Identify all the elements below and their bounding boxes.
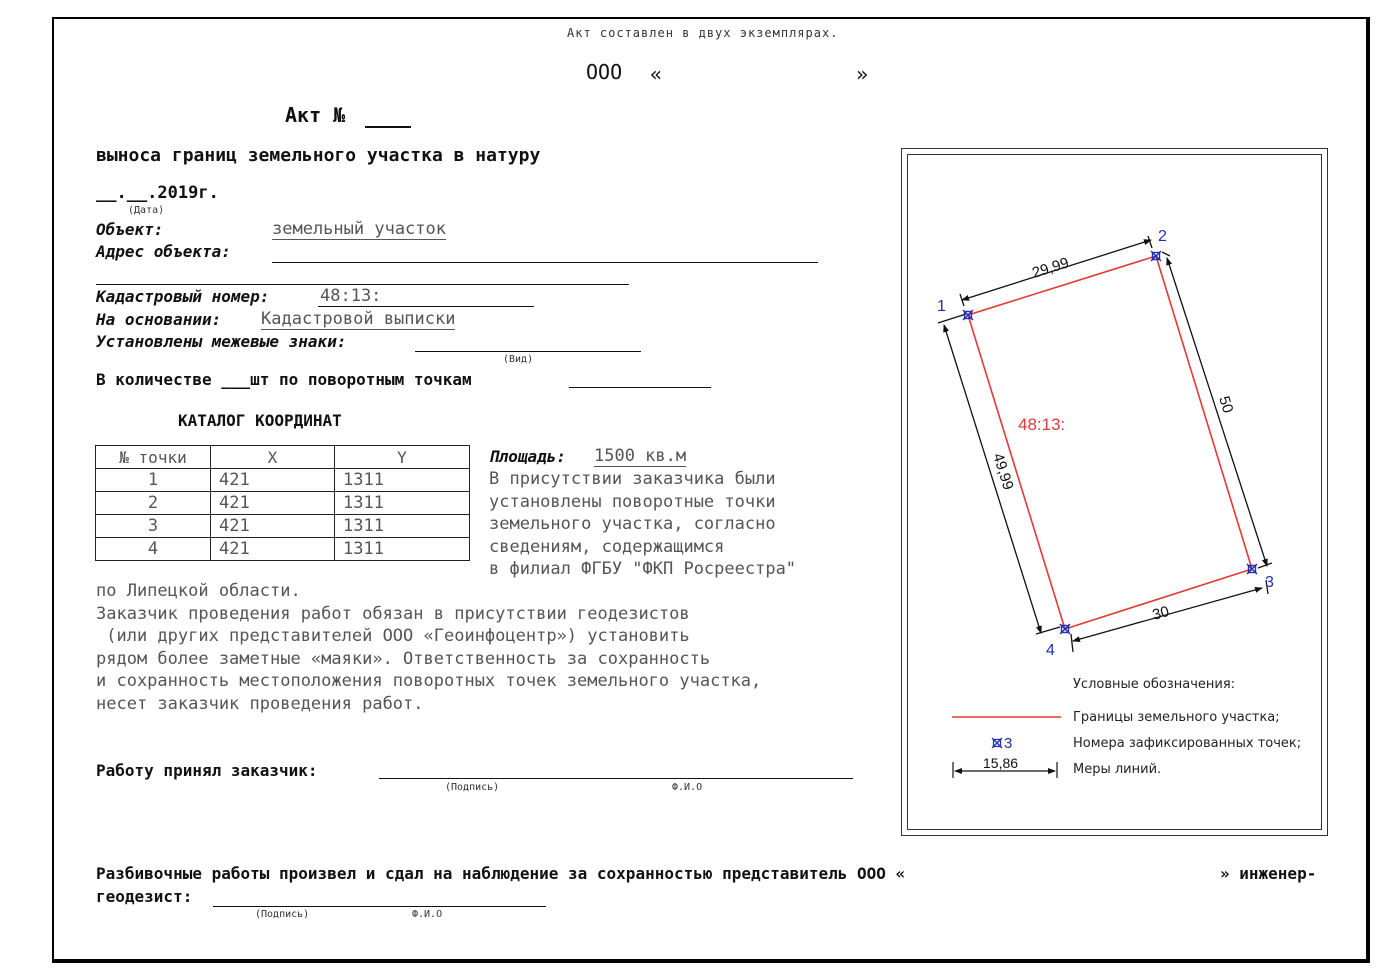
col-x: X — [211, 446, 335, 469]
text-line: несет заказчик проведения работ. — [96, 693, 424, 714]
vertex-marker-3 — [1247, 564, 1257, 574]
parcel-number: 48:13: — [1018, 415, 1066, 434]
legend-point-number: 3 — [1004, 735, 1013, 752]
legend-item-points: Номера зафиксированных точек; — [1073, 736, 1302, 751]
date-caption: (Дата) — [128, 205, 165, 216]
org-prefix: ООО — [586, 60, 623, 84]
text-line: по Липецкой области. — [96, 581, 301, 601]
footer-line-2: геодезист: — [96, 887, 193, 906]
cell-point: 4 — [96, 538, 211, 561]
point-label-3: 3 — [1265, 574, 1274, 591]
dim-tick — [1162, 252, 1170, 256]
copies-note: Акт составлен в двух экземплярах. — [567, 26, 839, 40]
legend-title: Условные обозначения: — [1073, 677, 1236, 692]
basis-label: На основании: — [96, 310, 222, 329]
text-line: и сохранность местоположения поворотных точек земельного участка, — [96, 671, 762, 691]
cell-point: 1 — [96, 469, 211, 492]
cell-point: 2 — [96, 492, 211, 515]
legend-item-boundary: Границы земельного участка; — [1073, 710, 1280, 725]
acceptance-label: Работу принял заказчик: — [96, 761, 318, 780]
cadastral-label: Кадастровый номер: — [96, 287, 270, 306]
dim-tick — [1148, 236, 1152, 248]
basis-value: Кадастровой выписки — [261, 309, 456, 329]
dim-tick — [1071, 634, 1073, 652]
vertex-marker-1 — [963, 310, 973, 320]
area-label: Площадь: — [489, 447, 567, 466]
vertex-marker-2 — [1151, 251, 1161, 261]
footer-line-1-end: » инженер- — [1220, 864, 1317, 883]
cell-y: 1311 — [335, 515, 470, 538]
cell-y: 1311 — [335, 469, 470, 492]
dimension-line-right — [1167, 258, 1267, 566]
quote-close: » — [856, 62, 869, 86]
legend-item-lengths: Меры линий. — [1073, 762, 1162, 777]
col-y: Y — [335, 446, 470, 469]
cell-point: 3 — [96, 515, 211, 538]
cadastral-value: 48:13: — [320, 286, 382, 306]
object-value: земельный участок — [272, 219, 446, 239]
cell-y: 1311 — [335, 492, 470, 515]
col-point: № точки — [96, 446, 211, 469]
length-label-right: 50 — [1215, 394, 1237, 416]
text-line: (или других представителей ООО «Геоинфоцентр») установить — [96, 626, 690, 646]
act-title: Акт № — [285, 103, 346, 127]
text-line: в филиал ФГБУ "ФКП Росреестра" — [489, 559, 797, 579]
parcel-boundary — [968, 256, 1252, 629]
text-line: установлены поворотные точки — [489, 491, 776, 512]
footer-line-1: Разбивочные работы произвел и сдал на наблюдение за сохранностью представитель ООО « — [96, 864, 906, 883]
dim-tick — [1258, 563, 1272, 568]
point-label-1: 1 — [937, 298, 946, 315]
legend-point-icon — [992, 738, 1002, 748]
length-label-bottom: 30 — [1150, 603, 1172, 624]
vertex-marker-4 — [1060, 624, 1070, 634]
text-line: Заказчик проведения работ обязан в присутствии геодезистов — [96, 603, 690, 624]
length-label-top: 29,99 — [1030, 254, 1072, 282]
legend-length-value: 15,86 — [983, 755, 1019, 771]
acceptance-signature-caption: (Подпись) — [445, 782, 500, 793]
quantity-text: В количестве ___шт по поворотным точкам — [96, 370, 472, 389]
dim-tick — [938, 314, 966, 323]
point-label-2: 2 — [1158, 228, 1167, 245]
quote-open: « — [650, 62, 663, 86]
cell-x: 421 — [211, 469, 335, 492]
footer-signature-caption: (Подпись) — [255, 909, 310, 920]
cell-x: 421 — [211, 515, 335, 538]
catalog-title: КАТАЛОГ КООРДИНАТ — [178, 411, 342, 430]
marks-caption: (Вид) — [503, 354, 534, 365]
area-value: 1500 кв.м — [594, 446, 687, 466]
text-line: рядом более заметные «маяки». Ответственность за сохранность — [96, 648, 711, 669]
cell-y: 1311 — [335, 538, 470, 561]
marks-label: Установлены межевые знаки: — [96, 332, 347, 351]
dimension-line-left — [944, 325, 1041, 633]
text-line: В присутствии заказчика были — [489, 469, 776, 489]
cell-x: 421 — [211, 492, 335, 515]
act-subtitle: выноса границ земельного участка в натуру — [96, 145, 541, 166]
address-label: Адрес объекта: — [96, 242, 231, 261]
acceptance-name-caption: Ф.И.О — [672, 782, 703, 793]
point-label-4: 4 — [1046, 642, 1055, 659]
text-line: земельного участка, согласно — [489, 514, 776, 534]
text-line: сведениям, содержащимся — [489, 536, 725, 557]
date-value: __.__.2019г. — [96, 183, 219, 203]
cell-x: 421 — [211, 538, 335, 561]
length-label-left: 49,99 — [989, 451, 1017, 493]
object-label: Объект: — [96, 220, 164, 239]
footer-name-caption: Ф.И.О — [412, 909, 443, 920]
